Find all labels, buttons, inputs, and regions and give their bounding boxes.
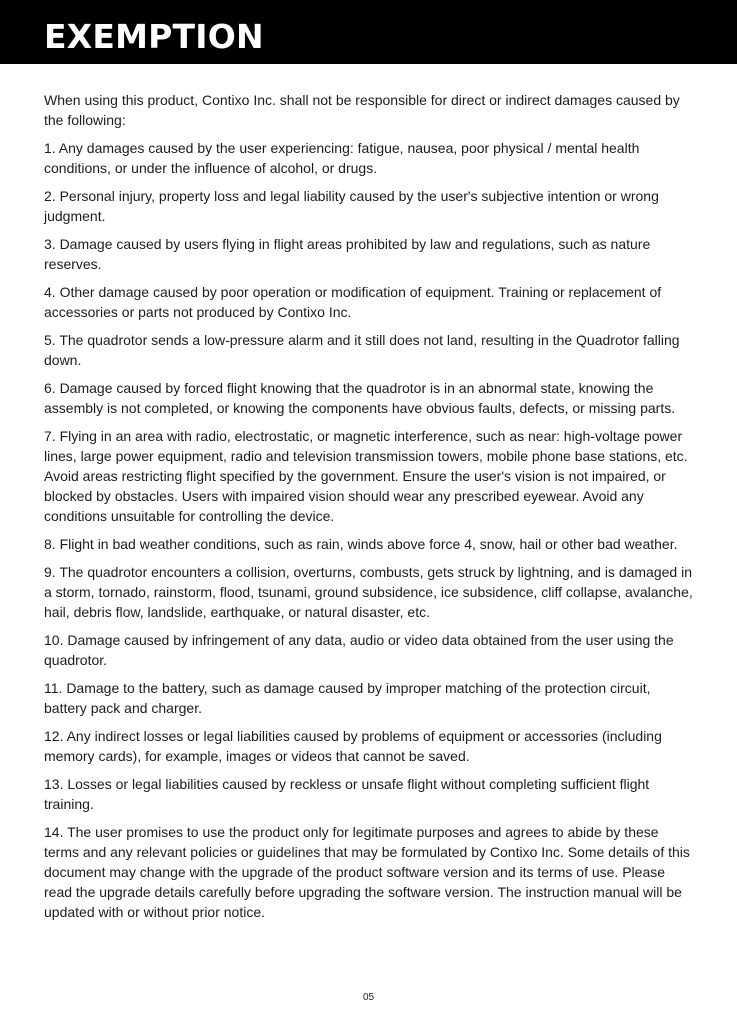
exemption-content (44, 90, 694, 930)
exemption-item-6: 6. Damage caused by forced flight knowing that the quadrotor is in an abnormal state, knowing the assembly is not completed, or knowing the components have obvious faults, defects, or missing parts. (44, 380, 676, 416)
exemption-item-13: 13. Losses or legal liabilities caused by reckless or unsafe flight without completing sufficient flight training. (44, 776, 650, 812)
exemption-item-4: 4. Other damage caused by poor operation or modification of equipment. Training or replacement of accessories or parts not produced by Contixo Inc. (44, 284, 662, 320)
exemption-item-9: 9. The quadrotor encounters a collision, overturns, combusts, gets struck by lightning, and is damaged in a storm, tornado, rainstorm, flood, tsunami, ground subsidence, ice subsidence, cliff collapse, avalanche, hail, debris flow, landslide, earthquake, or natural disaster, etc. (44, 564, 693, 620)
exemption-item-2: 2. Personal injury, property loss and legal liability caused by the user's subjective intention or wrong judgment. (44, 188, 659, 224)
exemption-item-11: 11. Damage to the battery, such as damage caused by improper matching of the protection circuit, battery pack and charger. (44, 680, 651, 716)
exemption-item-14: 14. The user promises to use the product only for legitimate purposes and agrees to abide by these terms and any relevant policies or guidelines that may be formulated by Contixo Inc. Some details of this document may change with the upgrade of the product software version and its terms of use. Please read the upgrade details carefully before upgrading the software version. The instruction manual will be updated with or without prior notice. (44, 824, 690, 920)
exemption-item-3: 3. Damage caused by users flying in flight areas prohibited by law and regulations, such as nature reserves. (44, 236, 651, 272)
header-bar (0, 0, 737, 64)
exemption-item-10: 10. Damage caused by infringement of any data, audio or video data obtained from the user using the quadrotor. (44, 632, 674, 668)
exemption-item-5: 5. The quadrotor sends a low-pressure alarm and it still does not land, resulting in the Quadrotor falling down. (44, 332, 680, 368)
exemption-item-12: 12. Any indirect losses or legal liabilities caused by problems of equipment or accessories (including memory cards), for example, images or videos that cannot be saved. (44, 728, 662, 764)
intro-paragraph: When using this product, Contixo Inc. shall not be responsible for direct or indirect damages caused by the following: (44, 92, 680, 128)
exemption-item-7: 7. Flying in an area with radio, electrostatic, or magnetic interference, such as near: high-voltage power lines, large power equipment, radio and television transmission towers, mobile phone base stations, etc. Avoid areas restricting flight specified by the government. Ensure the user's vision is not impaired, or blocked by obstacles. Users with impaired vision should wear any prescribed eyewear. Avoid any conditions unsuitable for controlling the device. (44, 428, 688, 524)
exemption-item-8: 8. Flight in bad weather conditions, such as rain, winds above force 4, snow, hail or other bad weather. (44, 536, 678, 552)
page-number: 05 (362, 992, 375, 1003)
exemption-item-1: 1. Any damages caused by the user experiencing: fatigue, nausea, poor physical / mental health conditions, or under the influence of alcohol, or drugs. (44, 140, 640, 176)
page-title: EXEMPTION (44, 17, 264, 56)
